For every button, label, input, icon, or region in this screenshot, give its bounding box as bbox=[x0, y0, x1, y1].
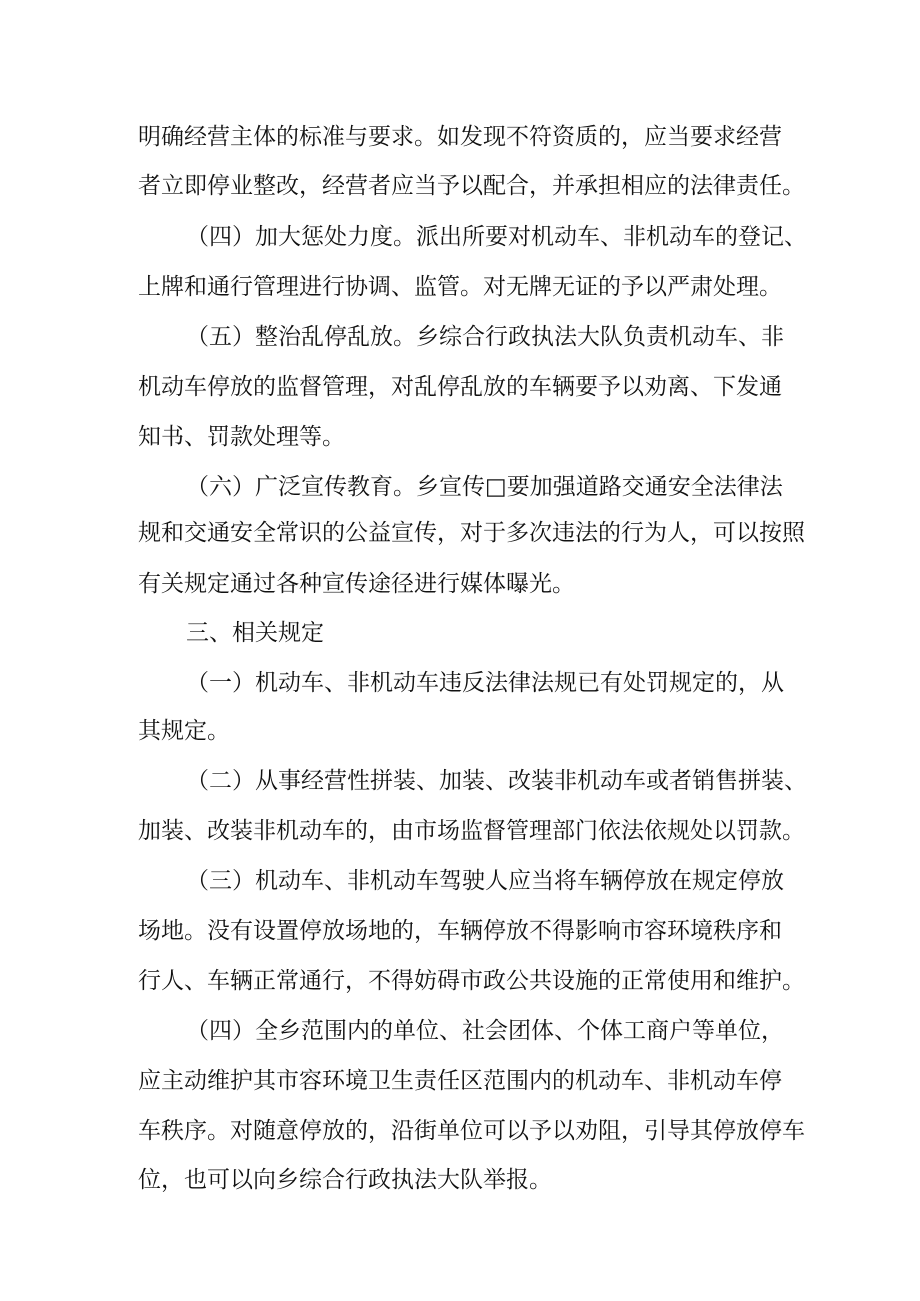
paragraph-line: （五）整治乱停乱放。乡综合行政执法大队负责机动车、非 bbox=[186, 324, 784, 350]
paragraph-line: （二）从事经营性拼装、加装、改装非机动车或者销售拼装、 bbox=[186, 768, 807, 794]
paragraph-line: 知书、罚款处理等。 bbox=[138, 424, 345, 450]
paragraph-line: 其规定。 bbox=[138, 718, 230, 744]
paragraph-line: （一）机动车、非机动车违反法律法规已有处罚规定的，从 bbox=[186, 670, 784, 696]
paragraph-line: 明确经营主体的标准与要求。如发现不符资质的，应当要求经营 bbox=[138, 124, 782, 150]
paragraph-line: 应主动维护其市容环境卫生责任区范围内的机动车、非机动车停 bbox=[138, 1068, 782, 1094]
paragraph-line: 行人、车辆正常通行，不得妨碍市政公共设施的正常使用和维护。 bbox=[138, 968, 805, 994]
paragraph-line: 加装、改装非机动车的，由市场监督管理部门依法依规处以罚款。 bbox=[138, 818, 805, 844]
paragraph-line: （四）加大惩处力度。派出所要对机动车、非机动车的登记、 bbox=[186, 224, 807, 250]
paragraph-line: 规和交通安全常识的公益宣传，对于多次违法的行为人，可以按照 bbox=[138, 520, 805, 546]
paragraph-line: 者立即停业整改，经营者应当予以配合，并承担相应的法律责任。 bbox=[138, 173, 805, 199]
paragraph-line: （六）广泛宣传教育。乡宣传□要加强道路交通安全法律法 bbox=[186, 474, 783, 500]
paragraph-line: 上牌和通行管理进行协调、监管。对无牌无证的予以严肃处理。 bbox=[138, 274, 782, 300]
paragraph-line: 车秩序。对随意停放的，沿街单位可以予以劝阻，引导其停放停车 bbox=[138, 1118, 805, 1144]
paragraph-line: 位，也可以向乡综合行政执法大队举报。 bbox=[138, 1167, 552, 1193]
paragraph-line: 场地。没有设置停放场地的，车辆停放不得影响市容环境秩序和 bbox=[138, 918, 782, 944]
paragraph-line: （三）机动车、非机动车驾驶人应当将车辆停放在规定停放 bbox=[186, 868, 784, 894]
section-heading: 三、相关规定 bbox=[186, 620, 324, 646]
paragraph-line: （四）全乡范围内的单位、社会团体、个体工商户等单位， bbox=[186, 1018, 784, 1044]
paragraph-line: 有关规定通过各种宣传途径进行媒体曝光。 bbox=[138, 571, 575, 597]
paragraph-line: 机动车停放的监督管理，对乱停乱放的车辆要予以劝离、下发通 bbox=[138, 374, 782, 400]
